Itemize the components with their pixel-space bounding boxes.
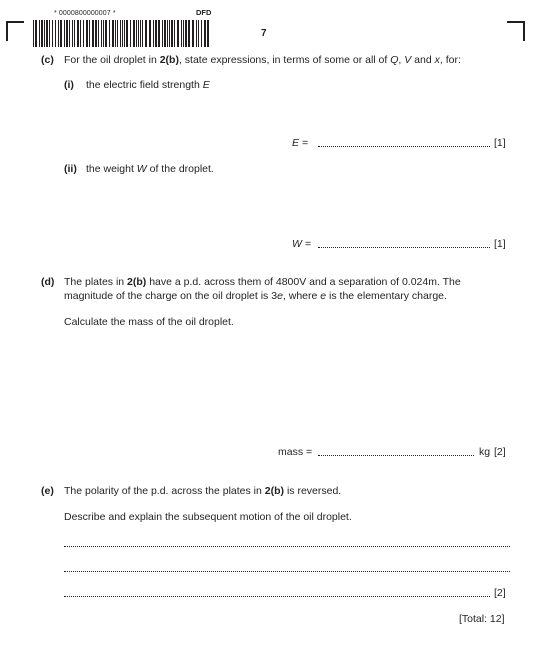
answer-e-field[interactable]: [318, 138, 490, 147]
barcode-bar: [35, 20, 37, 47]
answer-w-prefix: W =: [292, 238, 311, 250]
part-d-label: (d): [41, 276, 55, 288]
barcode-bar: [140, 20, 141, 47]
barcode-bar: [181, 20, 182, 47]
answer-e-line-3[interactable]: [64, 588, 490, 597]
barcode-bar: [171, 20, 173, 47]
part-d-line2: magnitude of the charge on the oil droplet is 3e, where e is the elementary charge.: [64, 290, 447, 302]
part-c-i-label: (i): [64, 79, 74, 91]
answer-e-line-2[interactable]: [64, 563, 510, 572]
part-e-line1: The polarity of the p.d. across the plates in 2(b) is reversed.: [64, 485, 342, 497]
barcode-number: * 0000800000007 *: [54, 10, 116, 17]
barcode-bar: [183, 20, 184, 47]
barcode-bars: [33, 20, 213, 47]
barcode-bar: [55, 20, 56, 47]
barcode-bar: [105, 20, 107, 47]
marks-c-ii: [1]: [494, 238, 506, 250]
barcode-bar: [174, 20, 175, 47]
barcode-bar: [83, 20, 84, 47]
marks-d: [2]: [494, 446, 506, 458]
barcode-bar: [198, 20, 199, 47]
barcode-bar: [142, 20, 143, 47]
barcode-bar: [136, 20, 137, 47]
barcode-bar: [74, 20, 75, 47]
barcode-bar: [60, 20, 62, 47]
corner-mark-left: [6, 21, 24, 41]
barcode-bar: [145, 20, 147, 47]
barcode-bar: [201, 20, 202, 47]
answer-w-field[interactable]: [318, 239, 490, 248]
barcode-bar: [58, 20, 59, 47]
barcode-bar: [92, 20, 94, 47]
barcode-bar: [158, 20, 160, 47]
barcode-bar: [112, 20, 114, 47]
barcode-bar: [138, 20, 139, 47]
barcode-bar: [52, 20, 53, 47]
total-marks: [Total: 12]: [459, 613, 505, 625]
page-number: 7: [261, 28, 267, 39]
barcode-bar: [95, 20, 97, 47]
marks-c-i: [1]: [494, 137, 506, 149]
part-c-stem: For the oil droplet in 2(b), state expressions, in terms of some or all of Q, V and x, for:: [64, 54, 461, 66]
barcode-bar: [162, 20, 163, 47]
barcode-bar: [155, 20, 157, 47]
answer-mass-field[interactable]: [318, 447, 474, 456]
barcode-bar: [44, 20, 45, 47]
barcode-bar: [169, 20, 170, 47]
barcode-bar: [164, 20, 166, 47]
part-d-instruction: Calculate the mass of the oil droplet.: [64, 316, 234, 328]
barcode-bar: [49, 20, 50, 47]
barcode-bar: [86, 20, 88, 47]
barcode-bar: [196, 20, 197, 47]
barcode-bar: [188, 20, 190, 47]
barcode-bar: [153, 20, 154, 47]
barcode-bar: [98, 20, 99, 47]
barcode-bar: [46, 20, 48, 47]
answer-mass-prefix: mass =: [278, 446, 313, 458]
barcode-bar: [124, 20, 125, 47]
marks-e: [2]: [494, 587, 506, 599]
barcode-bar: [115, 20, 116, 47]
barcode-bar: [133, 20, 135, 47]
barcode-bar: [126, 20, 128, 47]
barcode-bar: [167, 20, 168, 47]
part-c-ii-label: (ii): [64, 163, 77, 175]
corner-mark-right: [507, 21, 525, 41]
barcode-bar: [185, 20, 187, 47]
barcode-bar: [64, 20, 65, 47]
part-e-instruction: Describe and explain the subsequent motion of the oil droplet.: [64, 511, 352, 523]
barcode-bar: [117, 20, 118, 47]
barcode-bar: [72, 20, 73, 47]
barcode-bar: [80, 20, 81, 47]
barcode-bar: [130, 20, 131, 47]
barcode-bar: [77, 20, 79, 47]
part-c-i-text: the electric field strength E: [86, 79, 210, 91]
barcode-bar: [207, 20, 209, 47]
barcode-bar: [192, 20, 194, 47]
part-e-label: (e): [41, 485, 54, 497]
barcode-bar: [103, 20, 104, 47]
part-c-label: (c): [41, 54, 54, 66]
barcode-bar: [109, 20, 110, 47]
barcode-bar: [33, 20, 34, 47]
barcode-bar: [149, 20, 151, 47]
barcode: [33, 20, 213, 52]
barcode-bar: [204, 20, 206, 47]
barcode-bar: [69, 20, 70, 47]
barcode-bar: [66, 20, 68, 47]
barcode-bar: [177, 20, 179, 47]
answer-e-line-1[interactable]: [64, 538, 510, 547]
part-d-line1: The plates in 2(b) have a p.d. across them of 4800V and a separation of 0.024m. The: [64, 276, 461, 288]
barcode-bar: [41, 20, 43, 47]
paper-code: DFD: [196, 8, 212, 17]
mass-unit: kg: [479, 446, 491, 458]
barcode-bar: [122, 20, 123, 47]
barcode-bar: [101, 20, 102, 47]
barcode-bar: [89, 20, 90, 47]
barcode-bar: [120, 20, 121, 47]
part-c-ii-text: the weight W of the droplet.: [86, 163, 214, 175]
barcode-bar: [39, 20, 40, 47]
answer-e-prefix: E =: [292, 137, 309, 149]
